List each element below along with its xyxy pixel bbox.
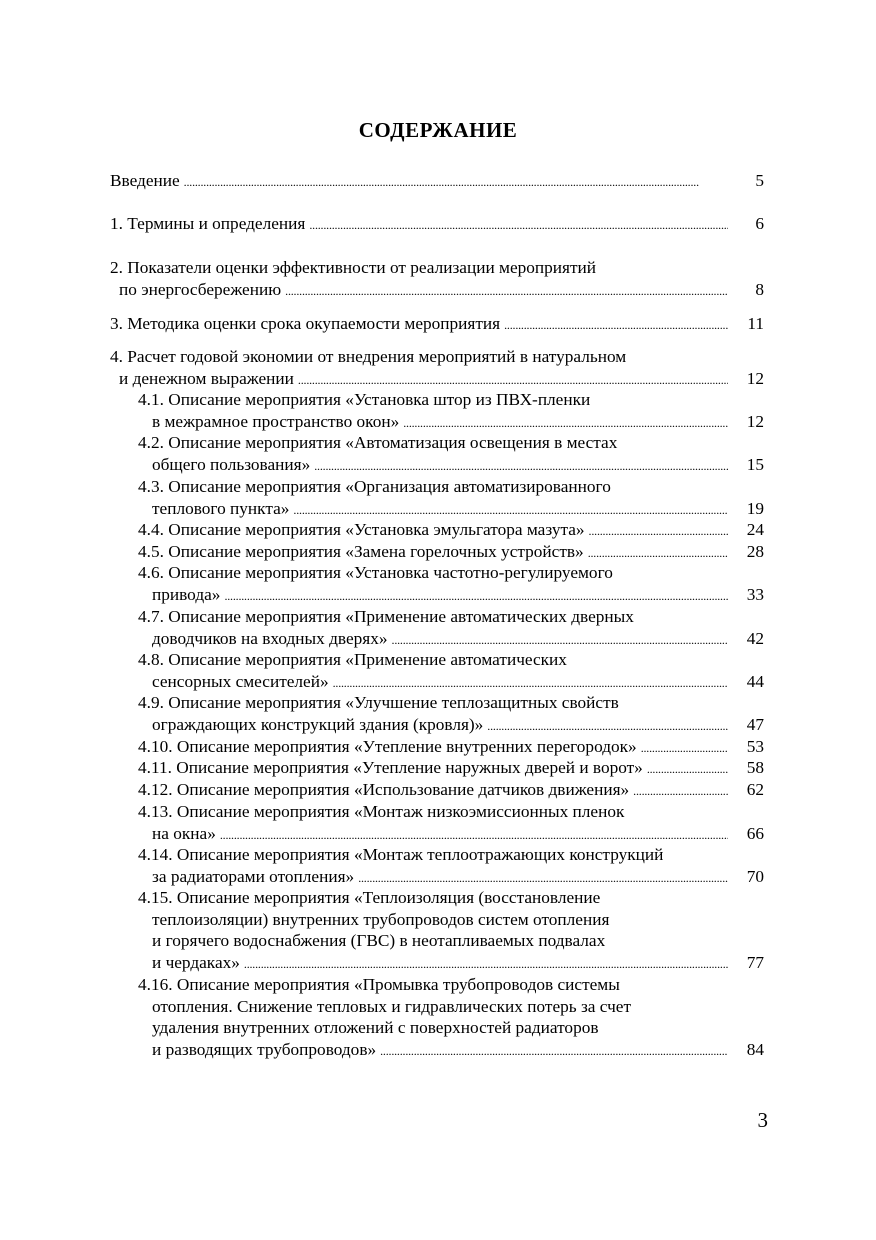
- toc-entry-line: [0, 866, 876, 888]
- toc-entry-line: [0, 1039, 876, 1061]
- toc-entry-line: [0, 714, 876, 736]
- toc-entry[interactable]: [0, 649, 876, 692]
- toc-entry-title: 4.4. Описание мероприятия «Установка эмульгатора мазута»: [138, 520, 585, 539]
- toc-entry-line: [0, 844, 876, 866]
- toc-entry-title: 4.12. Описание мероприятия «Использование датчиков движения»: [138, 780, 630, 799]
- toc-entry[interactable]: [0, 519, 876, 541]
- toc-entry-line: [0, 541, 876, 563]
- toc-page-number: 5: [755, 171, 764, 190]
- dot-leader: [309, 213, 728, 235]
- toc-entry-line: [0, 692, 876, 714]
- toc-entry-line: [0, 213, 876, 235]
- dot-leader: [589, 519, 728, 541]
- toc-entry-line: [0, 279, 876, 301]
- toc-entry-title: 4.1. Описание мероприятия «Установка штор из ПВХ-пленки: [138, 390, 591, 409]
- toc-page-number: 15: [746, 454, 764, 474]
- toc-entry-line: [0, 257, 876, 279]
- dot-leader: [504, 313, 728, 335]
- toc-entry-line: [0, 389, 876, 411]
- toc-entry[interactable]: [0, 432, 876, 475]
- dot-leader: [293, 498, 728, 520]
- toc-entry-line: [0, 562, 876, 584]
- toc-entry-title: отопления. Снижение тепловых и гидравлических потерь за счет: [152, 996, 632, 1016]
- toc-entry-title: 4.2. Описание мероприятия «Автоматизация освещения в местах: [138, 433, 618, 452]
- toc-entry-title: по энергосбережению: [119, 279, 282, 299]
- dot-leader: [647, 757, 728, 779]
- toc-entry[interactable]: [0, 541, 876, 563]
- toc-entry[interactable]: [0, 389, 876, 432]
- toc-entry[interactable]: [0, 974, 876, 1060]
- toc-entry-line: [0, 649, 876, 671]
- toc-entry-line: [0, 454, 876, 476]
- toc-entry-title: 4.11. Описание мероприятия «Утепление наружных дверей и ворот»: [138, 758, 643, 777]
- toc-page-number: 58: [746, 758, 764, 777]
- toc-entry-line: [0, 368, 876, 390]
- toc-page-number: 84: [746, 1039, 764, 1059]
- toc-entry-line: [0, 606, 876, 628]
- toc-entry-line: [0, 628, 876, 650]
- toc-entry-title: на окна»: [152, 823, 216, 843]
- toc-entry[interactable]: [0, 606, 876, 649]
- toc-page-number: 47: [746, 714, 764, 734]
- toc-entry-title: и разводящих трубопроводов»: [152, 1039, 377, 1059]
- toc-entry-title: Введение: [110, 171, 180, 190]
- toc-page-number: 12: [746, 368, 764, 388]
- toc-entry-title: теплоизоляции) внутренних трубопроводов систем отопления: [152, 909, 610, 929]
- toc-entry-line: [0, 909, 876, 931]
- toc-page-number: 66: [746, 823, 764, 843]
- dot-leader: [184, 170, 728, 192]
- toc-entry-title: ограждающих конструкций здания (кровля)»: [152, 714, 484, 734]
- toc-entry-title: и чердаках»: [152, 952, 240, 972]
- toc-entry[interactable]: [0, 844, 876, 887]
- toc-entry-line: [0, 584, 876, 606]
- dot-leader: [403, 411, 728, 433]
- toc-entry-title: 4.5. Описание мероприятия «Замена горелочных устройств»: [138, 542, 584, 561]
- toc-entry-line: [0, 736, 876, 758]
- dot-leader: [224, 584, 728, 606]
- toc-entry-line: [0, 996, 876, 1018]
- toc-entry[interactable]: [0, 170, 876, 192]
- toc-page-number: 28: [746, 542, 764, 561]
- toc-entry-line: [0, 498, 876, 520]
- dot-leader: [244, 952, 728, 974]
- toc-entry-title: 4.3. Описание мероприятия «Организация автоматизированного: [138, 477, 611, 496]
- toc-entry-line: [0, 887, 876, 909]
- dot-leader: [314, 454, 728, 476]
- dot-leader: [633, 779, 728, 801]
- toc-entry-title: за радиаторами отопления»: [152, 866, 355, 886]
- toc-entry-line: [0, 313, 876, 335]
- toc-entry[interactable]: [0, 562, 876, 605]
- dot-leader: [392, 628, 728, 650]
- toc-entry-title: привода»: [152, 584, 221, 604]
- toc-entry-title: 1. Термины и определения: [110, 214, 306, 233]
- toc-entry-line: [0, 930, 876, 952]
- toc-entry-title: в межрамное пространство окон»: [152, 411, 400, 431]
- dot-leader: [588, 541, 728, 563]
- toc-page-number: 53: [746, 737, 764, 756]
- toc-entry-title: удаления внутренних отложений с поверхностей радиаторов: [152, 1018, 599, 1038]
- toc-entry[interactable]: [0, 313, 876, 335]
- toc-entry[interactable]: [0, 779, 876, 801]
- dot-leader: [641, 736, 728, 758]
- toc-entry-line: [0, 432, 876, 454]
- toc-entry-title: 4.6. Описание мероприятия «Установка частотно-регулируемого: [138, 563, 613, 582]
- dot-leader: [358, 866, 728, 888]
- toc-entry-title: сенсорных смесителей»: [152, 671, 329, 691]
- dot-leader: [333, 671, 728, 693]
- toc-entry-line: [0, 1017, 876, 1039]
- toc-entry[interactable]: [0, 887, 876, 973]
- toc-entry-line: [0, 519, 876, 541]
- dot-leader: [285, 279, 728, 301]
- toc-entry-title: и денежном выражении: [119, 368, 294, 388]
- toc-entry[interactable]: [0, 346, 876, 389]
- toc-page-number: 33: [746, 584, 764, 604]
- toc-entry-line: [0, 952, 876, 974]
- toc-page-number: 77: [746, 952, 764, 972]
- toc-entry-line: [0, 823, 876, 845]
- toc-entry[interactable]: [0, 692, 876, 735]
- toc-page-number: 19: [746, 498, 764, 518]
- toc-entry-title: 4.10. Описание мероприятия «Утепление внутренних перегородок»: [138, 737, 637, 756]
- toc-entry-title: 4.8. Описание мероприятия «Применение автоматических: [138, 650, 567, 669]
- toc-entry-title: 4.15. Описание мероприятия «Теплоизоляция (восстановление: [138, 888, 601, 907]
- toc-page-number: 70: [746, 866, 764, 886]
- toc-entry-line: [0, 974, 876, 996]
- toc-page-number: 62: [746, 780, 764, 799]
- toc-page-number: 44: [746, 671, 764, 691]
- dot-leader: [487, 714, 728, 736]
- dot-leader: [380, 1039, 728, 1061]
- toc-page-number: 6: [755, 214, 764, 233]
- toc-entry-line: [0, 779, 876, 801]
- toc-entry-line: [0, 757, 876, 779]
- toc-entry-line: [0, 801, 876, 823]
- toc-entry-line: [0, 170, 876, 192]
- toc-entry-title: 3. Методика оценки срока окупаемости мероприятия: [110, 314, 501, 333]
- page-title: СОДЕРЖАНИЕ: [358, 118, 518, 142]
- toc-entry-title: и горячего водоснабжения (ГВС) в неотапливаемых подвалах: [152, 931, 606, 951]
- dot-leader: [220, 823, 728, 845]
- toc-entry[interactable]: [0, 736, 876, 758]
- toc-entry[interactable]: [0, 476, 876, 519]
- toc-entry[interactable]: [0, 213, 876, 235]
- toc-entry[interactable]: [0, 257, 876, 300]
- page-number: 3: [757, 1108, 768, 1132]
- toc-entry-title: 4.16. Описание мероприятия «Промывка трубопроводов системы: [138, 975, 620, 994]
- toc-page-number: 42: [746, 628, 764, 648]
- toc-entry-line: [0, 411, 876, 433]
- toc-entry-title: 2. Показатели оценки эффективности от реализации мероприятий: [110, 258, 597, 277]
- toc-entry-title: общего пользования»: [152, 454, 311, 474]
- toc-entry-title: 4.13. Описание мероприятия «Монтаж низкоэмиссионных пленок: [138, 802, 625, 821]
- toc-entry-line: [0, 671, 876, 693]
- toc-entry-title: доводчиков на входных дверях»: [152, 628, 388, 648]
- toc-entry-line: [0, 476, 876, 498]
- toc-entry-line: [0, 346, 876, 368]
- dot-leader: [298, 368, 728, 390]
- toc-entry-title: теплового пункта»: [152, 498, 290, 518]
- toc-entry-title: 4. Расчет годовой экономии от внедрения мероприятий в натуральном: [110, 347, 627, 366]
- toc-entry[interactable]: [0, 757, 876, 779]
- toc-entry-title: 4.14. Описание мероприятия «Монтаж теплоотражающих конструкций: [138, 845, 664, 864]
- toc-page-number: 24: [746, 520, 764, 539]
- toc-page-number: 12: [746, 411, 764, 431]
- toc-page-number: 11: [747, 314, 764, 333]
- toc-entry[interactable]: [0, 801, 876, 844]
- toc-entry-title: 4.9. Описание мероприятия «Улучшение теплозащитных свойств: [138, 693, 619, 712]
- toc-entry-title: 4.7. Описание мероприятия «Применение автоматических дверных: [138, 607, 634, 626]
- toc-page-number: 8: [755, 279, 764, 299]
